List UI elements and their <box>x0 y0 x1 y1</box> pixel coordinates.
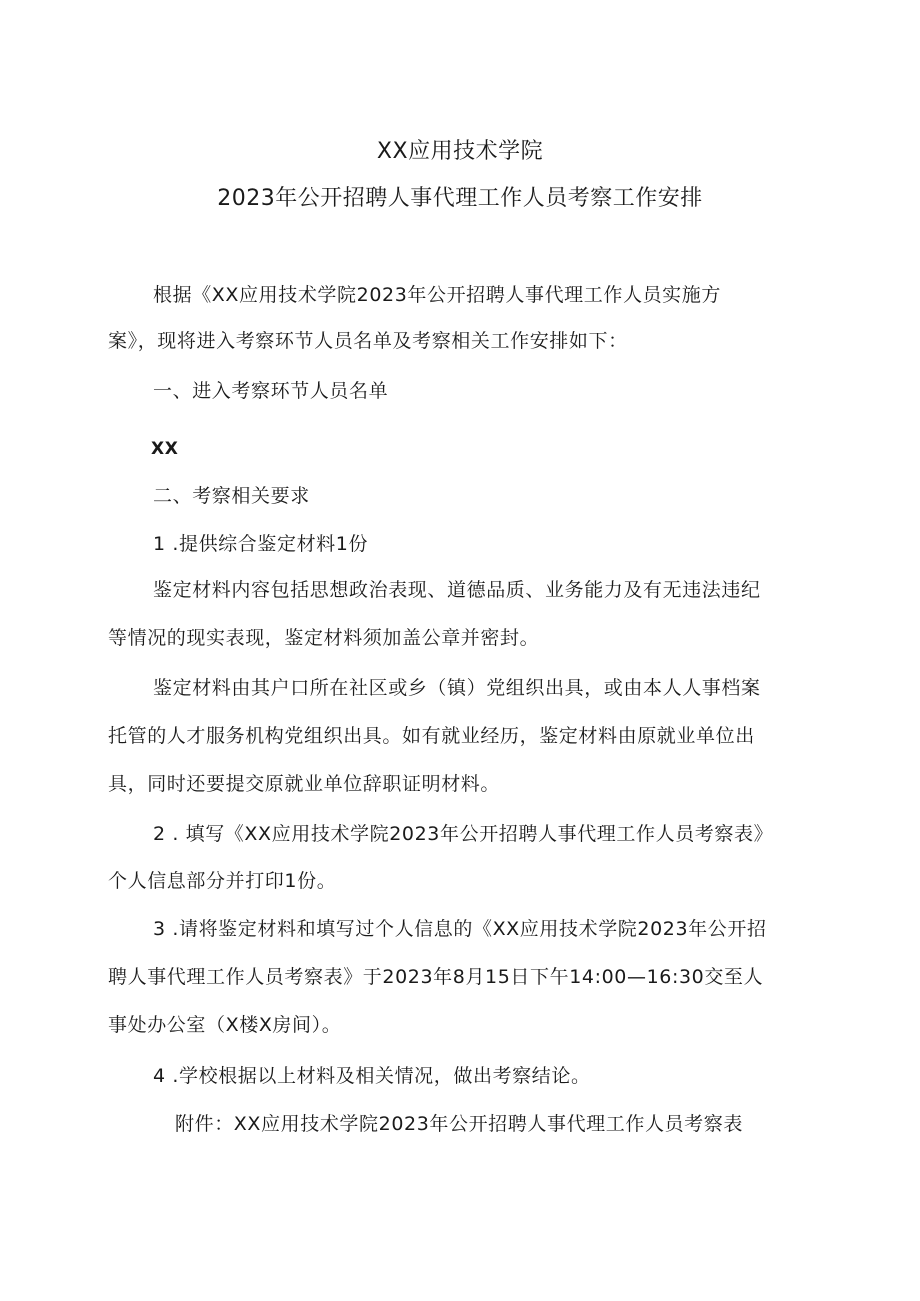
item-1-paragraph-1-line-2: 等情况的现实表现，鉴定材料须加盖公章并密封。 <box>108 627 540 649</box>
attachment-note: 附件：XX应用技术学院2023年公开招聘人事代理工作人员考察表 <box>175 1113 743 1135</box>
item-2-line-1: 2 . 填写《XX应用技术学院2023年公开招聘人事代理工作人员考察表》 <box>153 823 774 845</box>
item-2-line-2: 个人信息部分并打印1份。 <box>108 870 337 892</box>
document-title-line-2: 2023年公开招聘人事代理工作人员考察工作安排 <box>217 186 703 211</box>
item-1-paragraph-1-line-1: 鉴定材料内容包括思想政治表现、道德品质、业务能力及有无违法违纪 <box>153 579 761 601</box>
item-3-line-3: 事处办公室（X楼X房间）。 <box>108 1014 342 1036</box>
intro-line-2: 案》，现将进入考察环节人员名单及考察相关工作安排如下： <box>108 330 628 352</box>
item-3-line-1: 3 .请将鉴定材料和填写过个人信息的《XX应用技术学院2023年公开招 <box>153 918 767 940</box>
item-1-heading: 1 .提供综合鉴定材料1份 <box>153 533 369 555</box>
item-1-paragraph-2-line-2: 托管的人才服务机构党组织出具。如有就业经历，鉴定材料由原就业单位出 <box>108 725 755 747</box>
intro-line-1: 根据《XX应用技术学院2023年公开招聘人事代理工作人员实施方 <box>153 284 721 306</box>
section-2-heading: 二、考察相关要求 <box>153 485 310 507</box>
item-1-paragraph-2-line-1: 鉴定材料由其户口所在社区或乡（镇）党组织出具，或由本人人事档案 <box>153 677 761 699</box>
candidate-names: XX <box>151 439 179 459</box>
section-1-heading: 一、进入考察环节人员名单 <box>153 380 389 402</box>
document-title-line-1: XX应用技术学院 <box>376 139 544 164</box>
item-4-line-1: 4 .学校根据以上材料及相关情况，做出考察结论。 <box>153 1065 591 1087</box>
item-3-line-2: 聘人事代理工作人员考察表》于2023年8月15日下午14:00—16:30交至人 <box>108 966 764 988</box>
item-1-paragraph-2-line-3: 具，同时还要提交原就业单位辞职证明材料。 <box>108 773 501 795</box>
